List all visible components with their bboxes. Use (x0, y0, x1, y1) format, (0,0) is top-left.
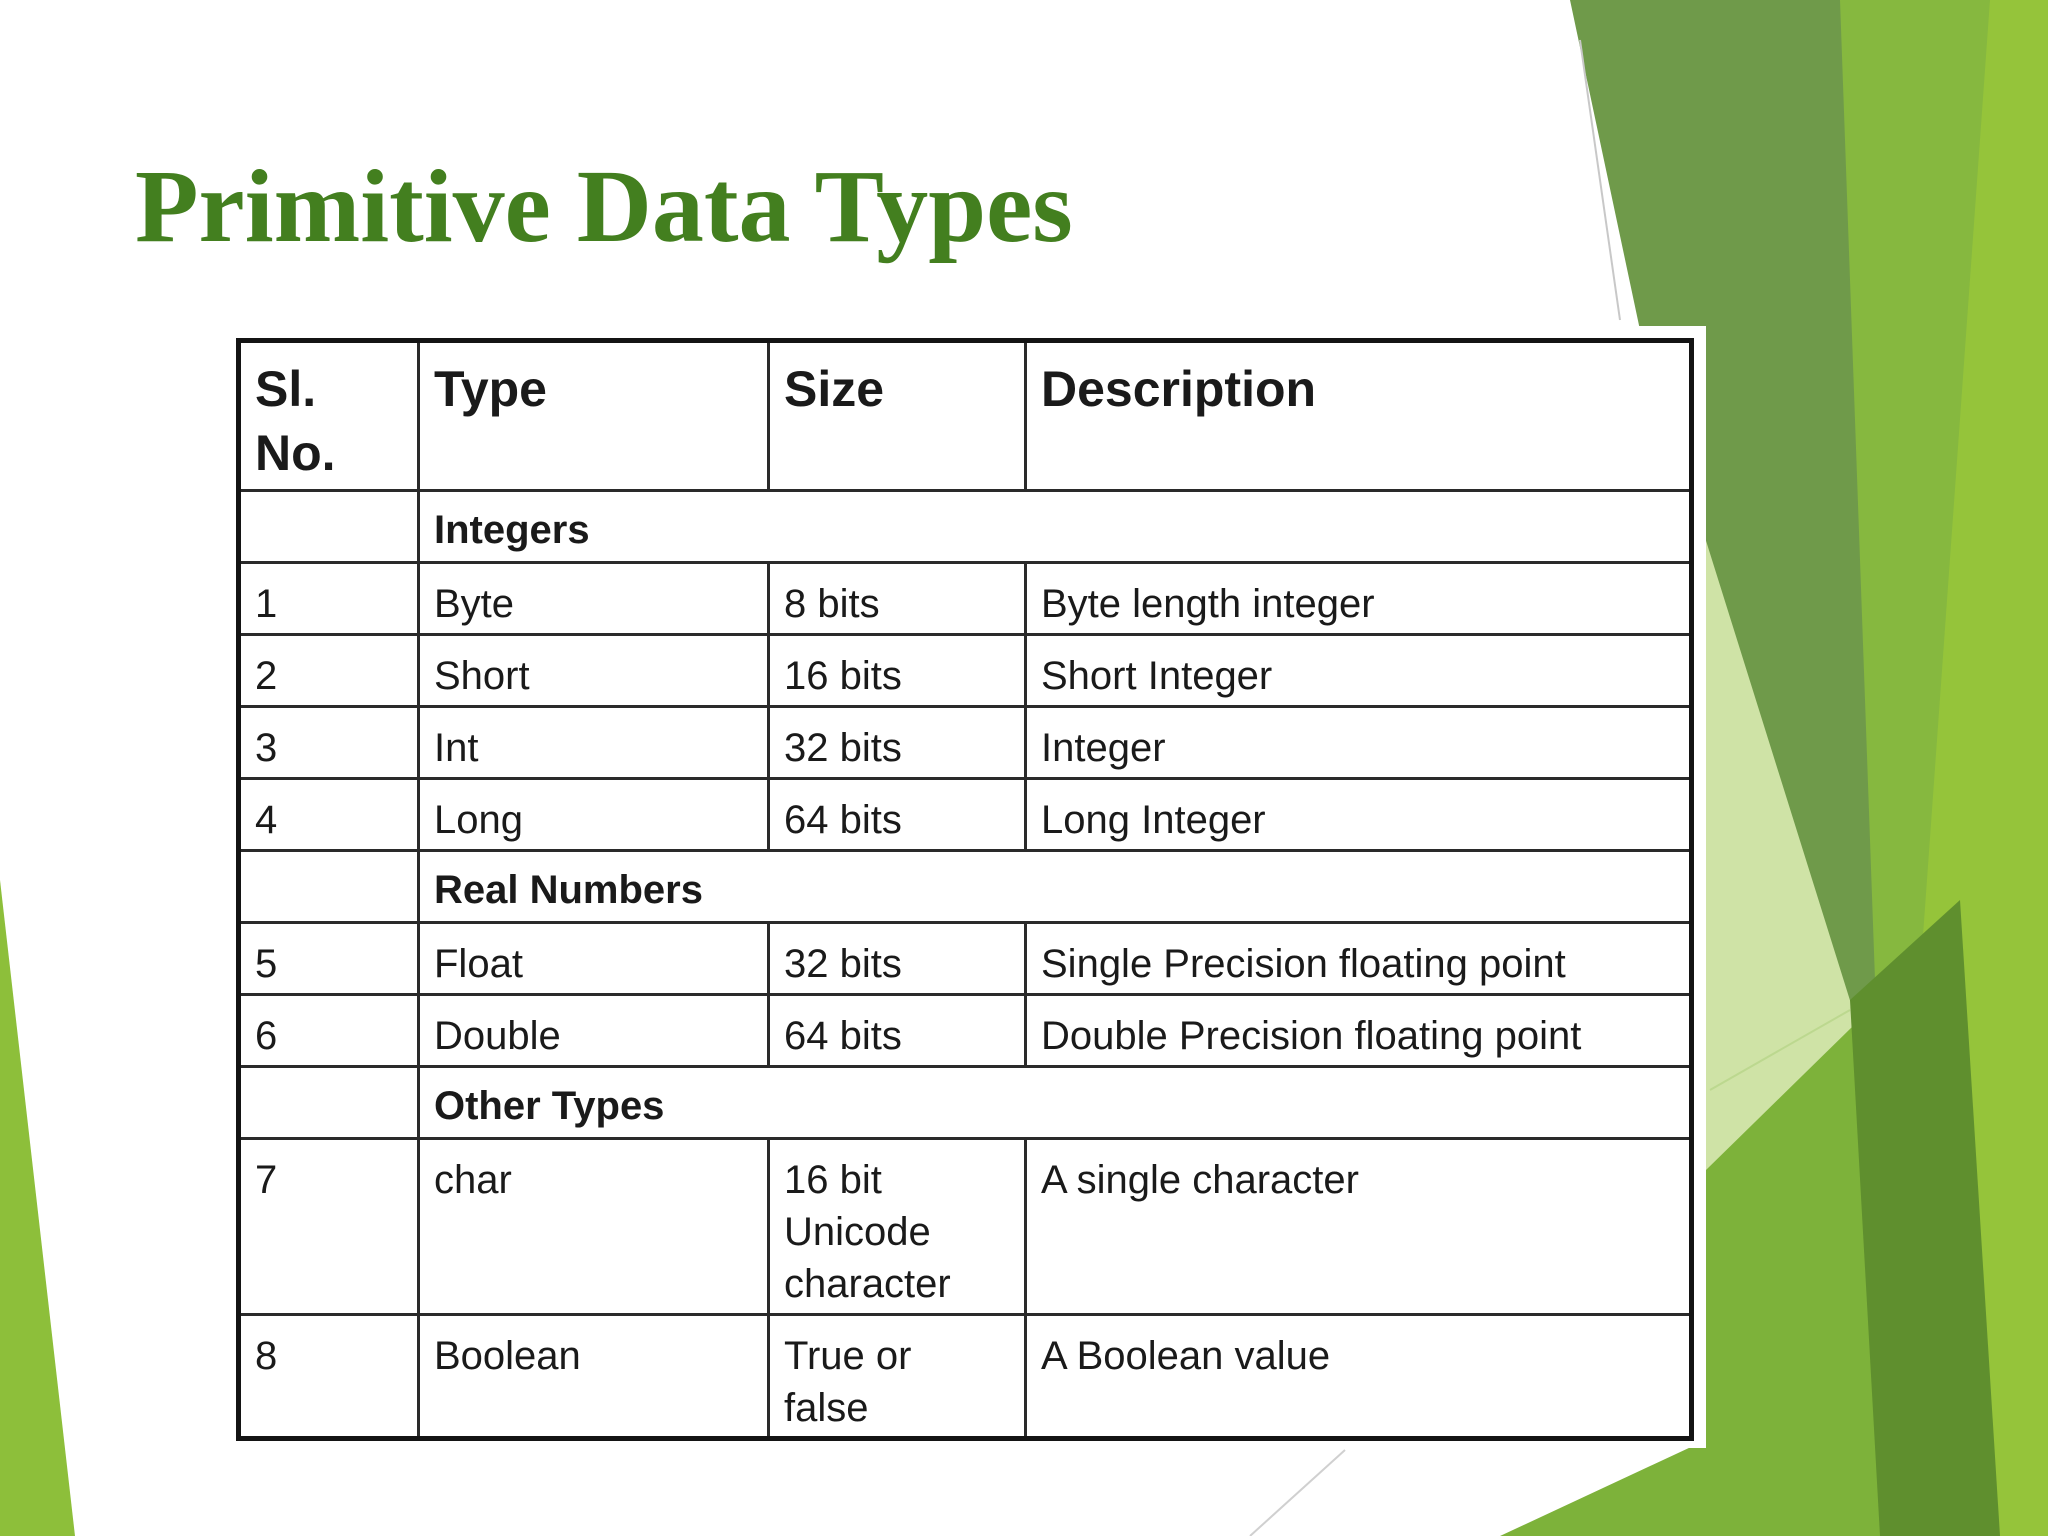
cell-type: Double (419, 995, 769, 1067)
table-row (239, 563, 1692, 635)
cell-size: True or false (769, 1315, 1026, 1439)
cell-size: 64 bits (769, 995, 1026, 1067)
cell-description: Double Precision floating point (1026, 995, 1692, 1067)
cell-type: Byte (419, 563, 769, 635)
header-sl-no: Sl. No. (239, 341, 419, 491)
header-description: Description (1026, 341, 1692, 491)
group-label: Integers (419, 491, 1692, 563)
group-row-real-numbers (239, 851, 1692, 923)
table-header-row (239, 341, 1692, 491)
cell-description: Single Precision floating point (1026, 923, 1692, 995)
cell-type: Int (419, 707, 769, 779)
primitive-types-table (236, 338, 1694, 1441)
cell-no: 8 (239, 1315, 419, 1439)
cell-no: 5 (239, 923, 419, 995)
group-row-other-types (239, 1067, 1692, 1139)
cell-type: Long (419, 779, 769, 851)
header-type: Type (419, 341, 769, 491)
cell-description: A Boolean value (1026, 1315, 1692, 1439)
cell-no: 1 (239, 563, 419, 635)
cell-description: A single character (1026, 1139, 1692, 1315)
cell-description: Byte length integer (1026, 563, 1692, 635)
cell-size: 8 bits (769, 563, 1026, 635)
cell-size: 64 bits (769, 779, 1026, 851)
table-row (239, 779, 1692, 851)
cell-size: 32 bits (769, 707, 1026, 779)
group-blank-cell (239, 491, 419, 563)
table-row (239, 635, 1692, 707)
cell-no: 3 (239, 707, 419, 779)
group-blank-cell (239, 1067, 419, 1139)
group-label: Other Types (419, 1067, 1692, 1139)
cell-description: Long Integer (1026, 779, 1692, 851)
cell-type: Boolean (419, 1315, 769, 1439)
cell-no: 6 (239, 995, 419, 1067)
cell-no: 2 (239, 635, 419, 707)
cell-description: Short Integer (1026, 635, 1692, 707)
cell-no: 7 (239, 1139, 419, 1315)
cell-size: 32 bits (769, 923, 1026, 995)
table-row (239, 707, 1692, 779)
group-label: Real Numbers (419, 851, 1692, 923)
table-row (239, 1139, 1692, 1315)
group-blank-cell (239, 851, 419, 923)
cell-type: Short (419, 635, 769, 707)
cell-size: 16 bits (769, 635, 1026, 707)
cell-description: Integer (1026, 707, 1692, 779)
left-green-wedge (0, 880, 75, 1536)
table-row (239, 995, 1692, 1067)
cell-type: Float (419, 923, 769, 995)
header-size: Size (769, 341, 1026, 491)
cell-size: 16 bit Unicode character (769, 1139, 1026, 1315)
table-row (239, 923, 1692, 995)
cell-type: char (419, 1139, 769, 1315)
table-row (239, 1315, 1692, 1439)
slide-title: Primitive Data Types (135, 149, 1073, 264)
cell-no: 4 (239, 779, 419, 851)
group-row-integers (239, 491, 1692, 563)
